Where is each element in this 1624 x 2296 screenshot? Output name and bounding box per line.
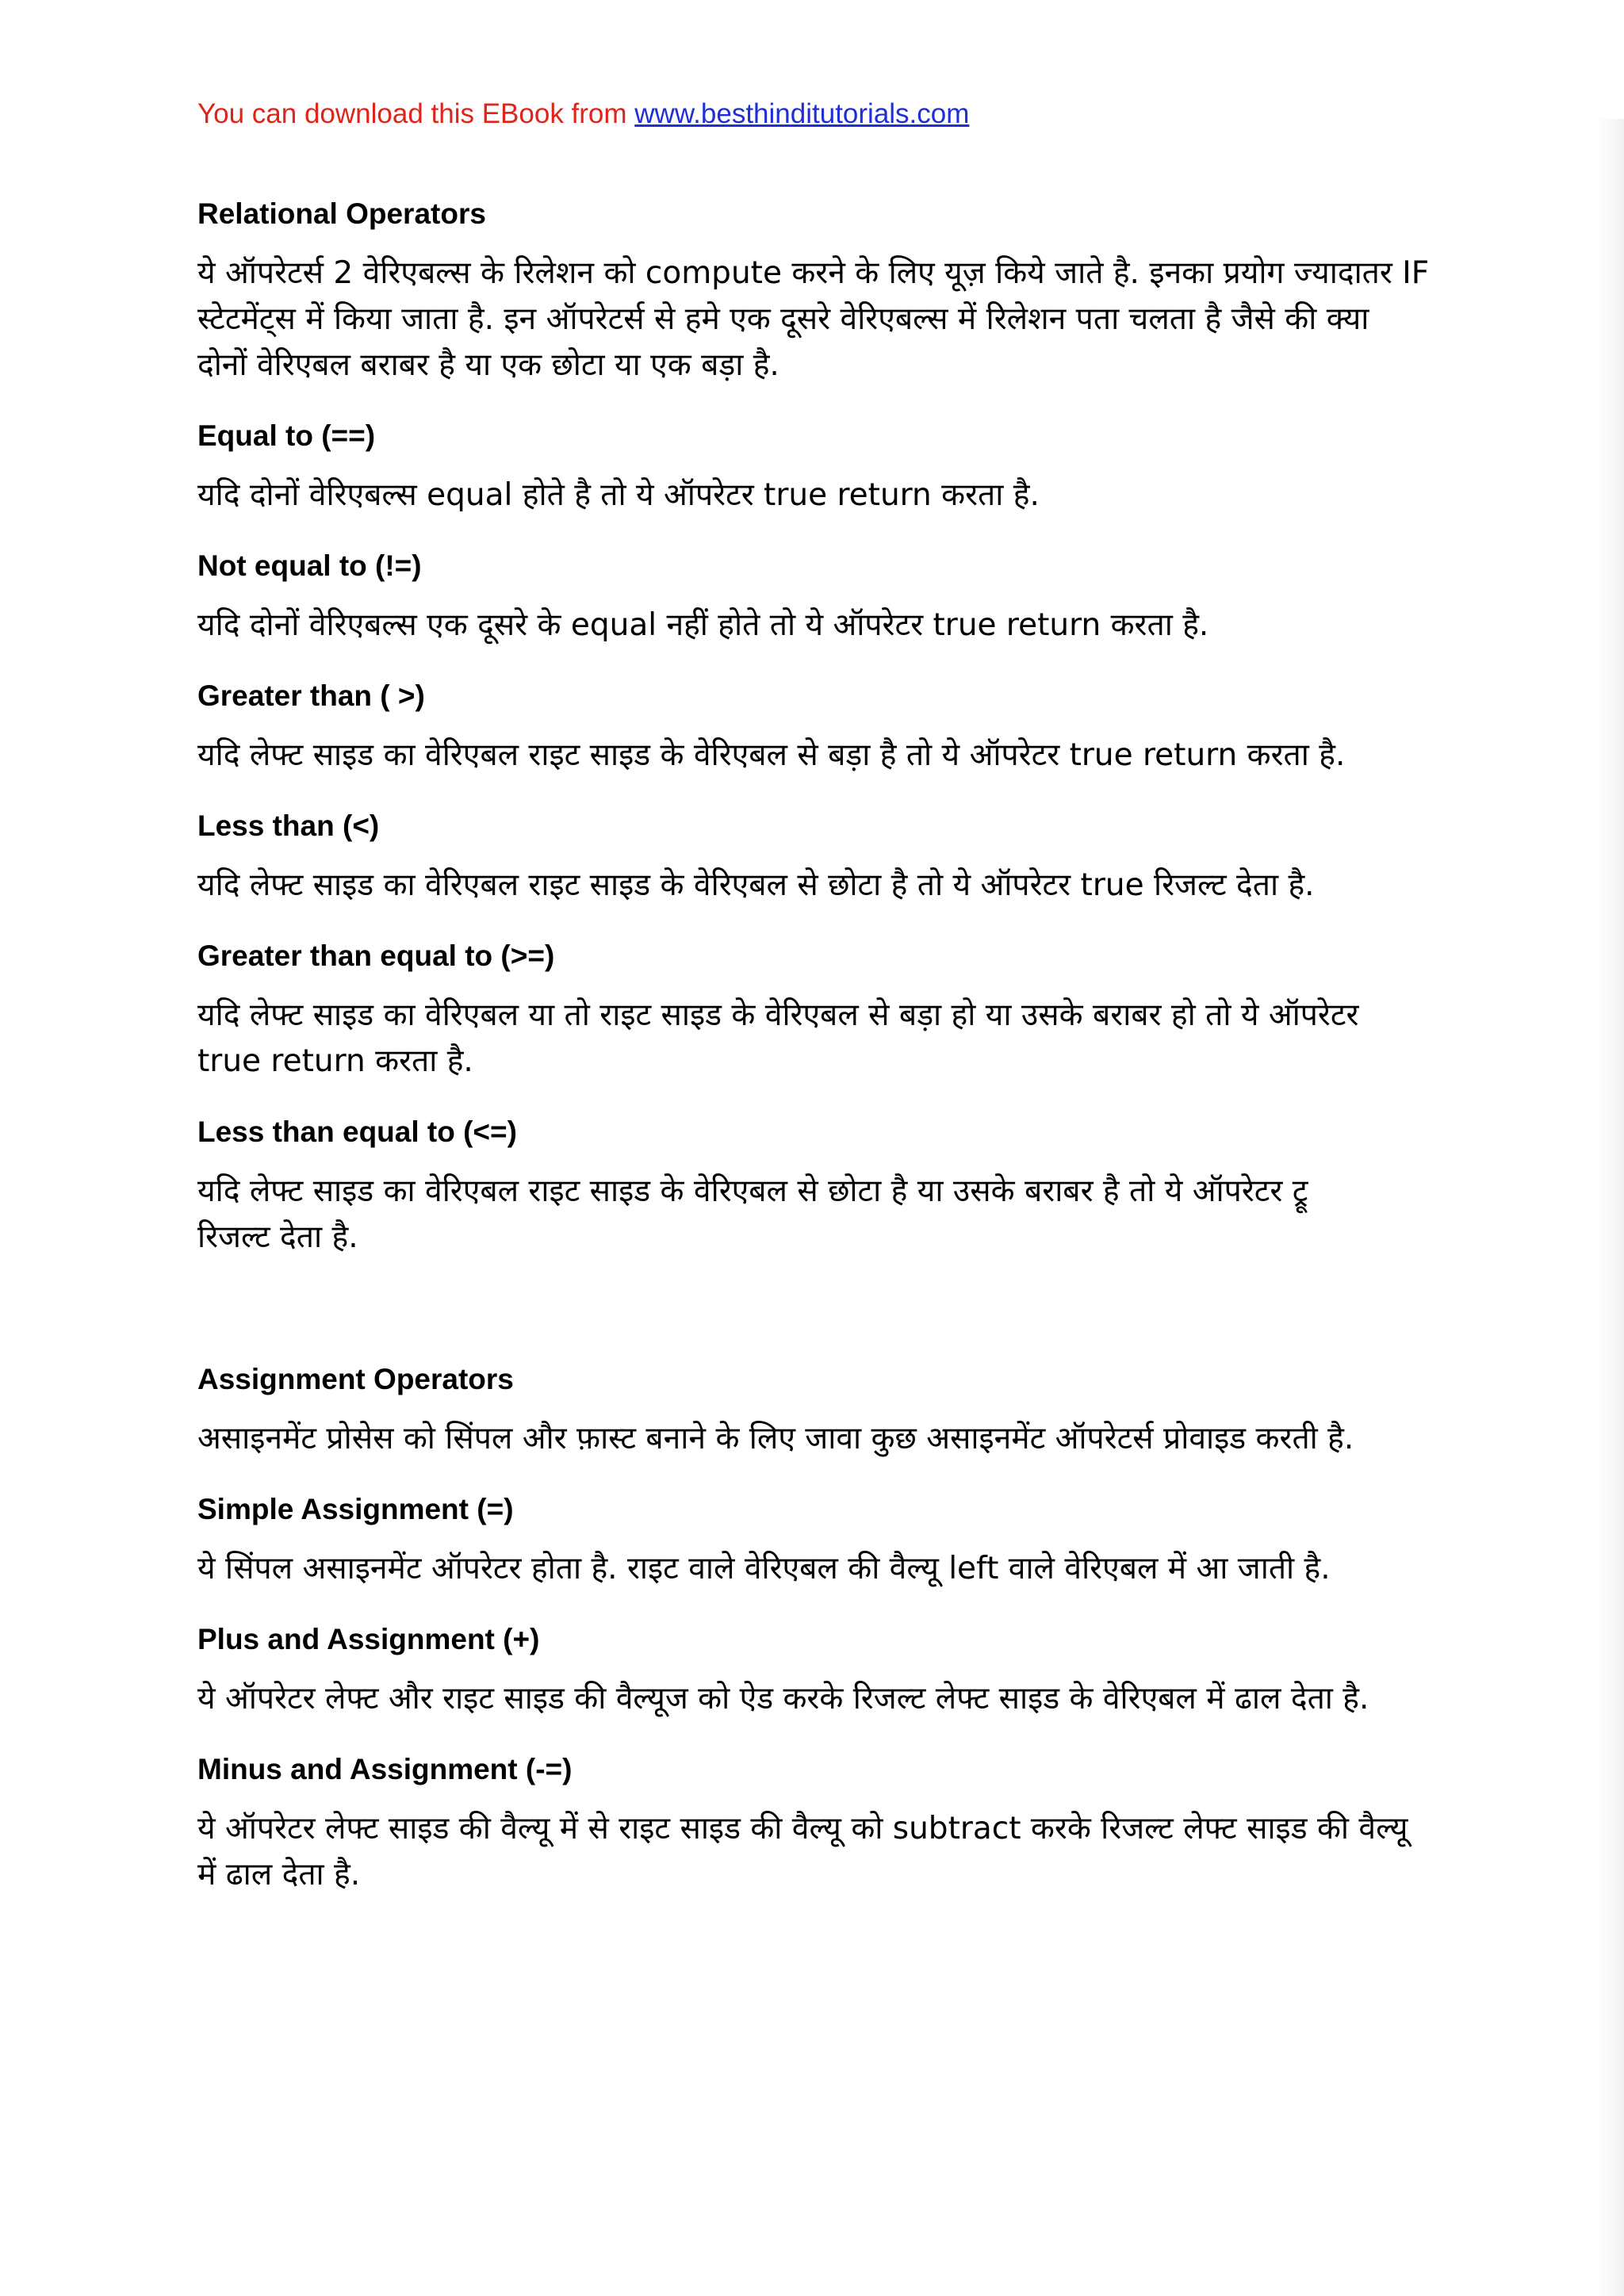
operator-description: यदि दोनों वेरिएबल्स एक दूसरे के equal नहीं होते तो ये ऑपरेटर true return करता है. (197, 607, 1209, 643)
operator-item-greater-than (197, 675, 1458, 779)
operator-item-less-than (197, 806, 1458, 909)
operator-item-not-equal (197, 545, 1458, 649)
assignment-operators-section (197, 1359, 1458, 1898)
operator-item-simple-assignment (197, 1489, 1458, 1592)
operator-description: यदि दोनों वेरिएबल्स equal होते है तो ये ऑपरेटर true return करता है. (197, 477, 1040, 513)
download-notice (197, 95, 969, 133)
operator-heading: Less than (<) (197, 809, 380, 842)
assignment-intro-paragraph: असाइनमेंट प्रोसेस को सिंपल और फ़ास्ट बनाने के लिए जावा कुछ असाइनमेंट ऑपरेटर्स प्रोवाइड करती है. (197, 1421, 1354, 1456)
website-link[interactable]: www.besthinditutorials.com (634, 98, 970, 129)
operator-item-less-equal (197, 1112, 1458, 1261)
section-heading-relational: Relational Operators (197, 197, 486, 230)
download-notice-text: You can download this EBook from (197, 98, 635, 129)
operator-item-plus-assignment (197, 1619, 1458, 1722)
relational-intro-paragraph: ये ऑपरेटर्स 2 वेरिएबल्स के रिलेशन को compute करने के लिए यूज़ किये जाते है. इनका प्रयोग ज्यादातर IF स्टेटमेंट्स में किया जाता है. इन ऑपरेटर्स से हमे एक दूसरे वेरिएबल्स में रिलेशन पता चलता है जैसे की क्या दोनों वेरिएबल बराबर है या एक छोटा या एक बड़ा है. (197, 255, 1430, 383)
operator-heading: Less than equal to (<=) (197, 1115, 517, 1148)
operator-item-greater-equal (197, 936, 1458, 1085)
relational-operators-section (197, 193, 1458, 1261)
operator-item-minus-assignment (197, 1749, 1458, 1898)
operator-heading: Plus and Assignment (+) (197, 1623, 540, 1655)
operator-item-equal (197, 415, 1458, 519)
operator-description: ये सिंपल असाइनमेंट ऑपरेटर होता है. राइट वाले वेरिएबल की वैल्यू left वाले वेरिएबल में आ जाती है. (197, 1551, 1331, 1586)
operator-description: यदि लेफ्ट साइड का वेरिएबल राइट साइड के वेरिएबल से छोटा है तो ये ऑपरेटर true रिजल्ट देता है. (197, 867, 1315, 903)
section-heading-assignment: Assignment Operators (197, 1363, 514, 1395)
operator-description: यदि लेफ्ट साइड का वेरिएबल राइट साइड के वेरिएबल से छोटा है या उसके बराबर है तो ये ऑपरेटर ट्रू रिजल्ट देता है. (197, 1173, 1308, 1255)
operator-description: यदि लेफ्ट साइड का वेरिएबल या तो राइट साइड के वेरिएबल से बड़ा हो या उसके बराबर हो तो ये ऑपरेटर true return करता है. (197, 997, 1359, 1079)
operator-heading: Greater than ( >) (197, 679, 425, 712)
operator-description: ये ऑपरेटर लेफ्ट साइड की वैल्यू में से राइट साइड की वैल्यू को subtract करके रिजल्ट लेफ्ट साइड की वैल्यू में ढाल देता है. (197, 1811, 1408, 1892)
page-content (197, 193, 1458, 1925)
operator-heading: Greater than equal to (>=) (197, 939, 555, 972)
operator-description: ये ऑपरेटर लेफ्ट और राइट साइड की वैल्यूज को ऐड करके रिजल्ट लेफ्ट साइड के वेरिएबल में ढाल देता है. (197, 1681, 1369, 1716)
operator-heading: Equal to (==) (197, 419, 376, 452)
operator-description: यदि लेफ्ट साइड का वेरिएबल राइट साइड के वेरिएबल से बड़ा है तो ये ऑपरेटर true return करता है. (197, 737, 1346, 773)
page-edge-shadow (1597, 119, 1624, 2296)
operator-heading: Not equal to (!=) (197, 549, 422, 582)
operator-heading: Minus and Assignment (-=) (197, 1753, 573, 1785)
operator-heading: Simple Assignment (=) (197, 1493, 514, 1525)
